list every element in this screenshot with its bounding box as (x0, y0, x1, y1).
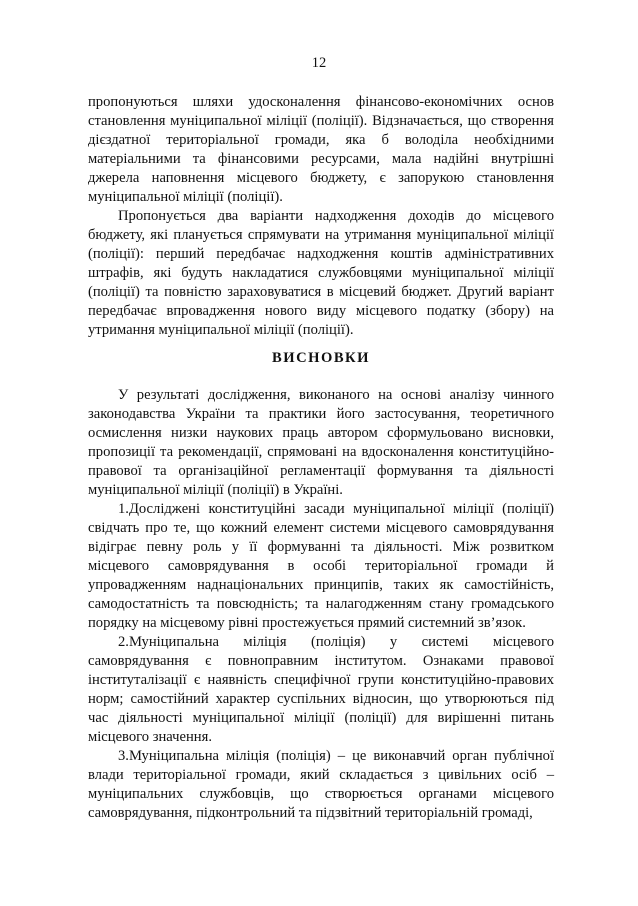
page-body (88, 93, 554, 823)
section-heading-conclusions: ВИСНОВКИ (272, 350, 370, 366)
conclusion-item-3: 3.Муніципальна міліція (поліція) – це виконавчий орган публічної влади територіальної громади, який складається з цивільних осіб – муніципальних службовців, що створюється органами місцевого самоврядування, підконтрольний та підзвітний територіальній громаді, (88, 748, 554, 821)
conclusion-item-2: 2.Муніципальна міліція (поліція) у системі місцевого самоврядування є повноправним інститутом. Ознаками правової інституталізації є наявність специфічної групи конституційно-правових норм; самостійний характер суспільних відносин, що утворюються під час діяльності муніципальної міліції (поліції) для вирішенні питань місцевого значення. (88, 634, 554, 745)
intro-paragraph-funding: Пропонується два варіанти надходження доходів до місцевого бюджету, які планується спрямувати на утримання муніципальної міліції (поліції): перший передбачає надходження коштів адміністративних штрафів, які будуть накладатися службовцями муніципальної міліції (поліції) та повністю зараховуватися в місцевий бюджет. Другий варіант передбачає впровадження нового виду місцевого податку (збору) на утримання муніципальної міліції (поліції). (88, 208, 554, 338)
conclusion-item-1: 1.Досліджені конституційні засади муніципальної міліції (поліції) свідчать про те, що кожний елемент системи місцевого самоврядування відіграє певну роль у її формуванні та діяльності. Між розвитком місцевого самоврядування в особі територіальної громади й упровадженням наднаціональних принципів, таких як самостійність, самодостатність та повсюдність; та налагодженням стану громадського порядку на місцевому рівні простежується прямий системний зв’язок. (88, 501, 554, 631)
intro-paragraph-continued: пропонуються шляхи удосконалення фінансово-економічних основ становлення муніципальної міліції (поліції). Відзначається, що створення дієздатної територіальної громади, яка б володіла необхідними матеріальними та фінансовими ресурсами, мала надійні внутрішні джерела наповнення місцевого бюджету, є запорукою становлення муніципальної міліції (поліції). (88, 94, 554, 205)
page-number: 12 (311, 55, 327, 71)
conclusion-paragraph-summary: У результаті дослідження, виконаного на основі аналізу чинного законодавства України та практики його застосування, теоретичного осмислення низки наукових праць автором сформульовано висновки, пропозиції та рекомендації, спрямовані на вдосконалення конституційно-правової та організаційної регламентації формування та діяльності муніципальної міліції (поліції) в Україні. (88, 387, 554, 498)
